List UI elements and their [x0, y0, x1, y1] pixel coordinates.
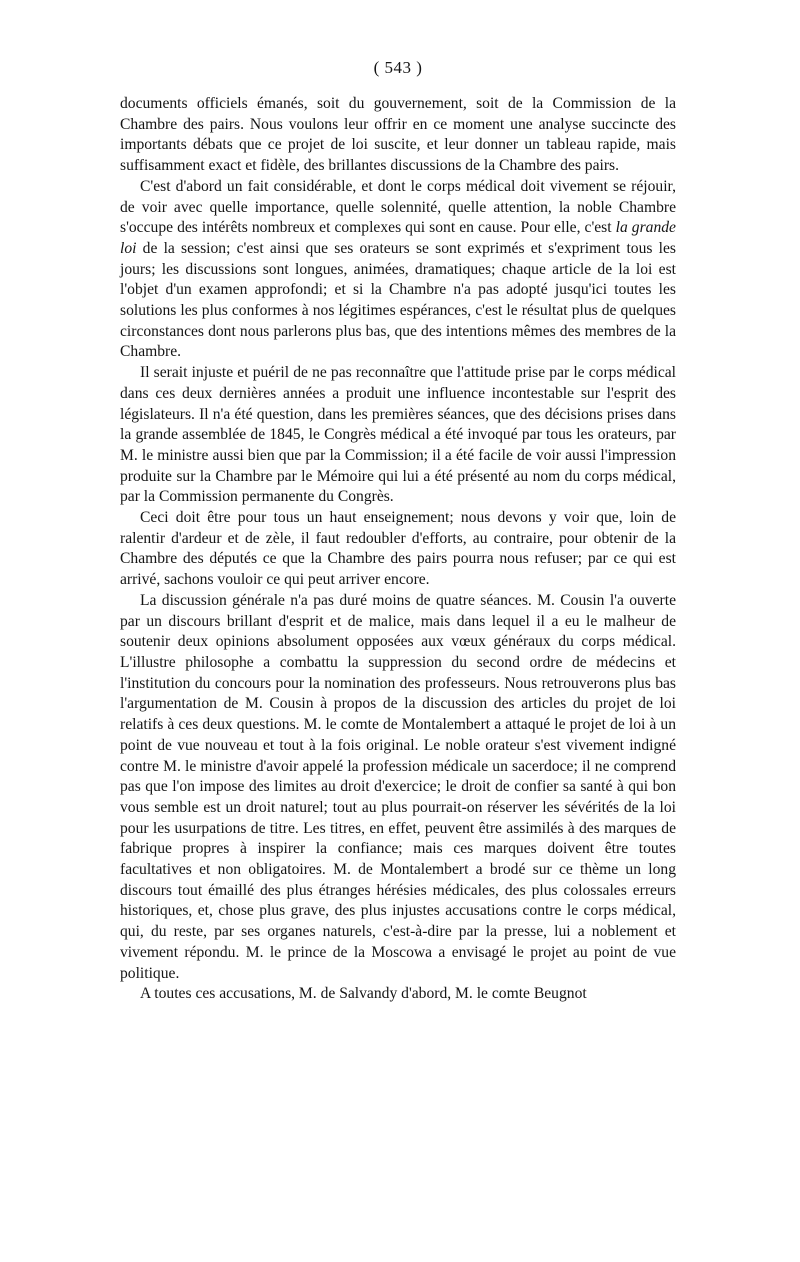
paragraph-text: documents officiels émanés, soit du gouvernement, soit de la Commission de la Chambre des pairs. Nous voulons leur offrir en ce moment une analyse succincte des importants débats que ce projet de loi suscite, et leur donner un tableau rapide, mais suffisamment exact et fidèle, des brillantes discussions de la Chambre des pairs. — [120, 95, 676, 175]
paragraph-text: La discussion générale n'a pas duré moins de quatre séances. M. Cousin l'a ouverte par un discours brillant d'esprit et de malice, mais dans lequel il a eu le malheur de soutenir deux opinions absolument opposées aux vœux généraux du corps médical. L'illustre philosophe a combattu la suppression du second ordre de médecins et l'institution du concours pour la nomination des professeurs. Nous retrouverons plus bas l'argumentation de M. Cousin à propos de la discussion des articles du projet de loi relatifs à ces deux questions. M. le comte de Montalembert a attaqué le projet de loi à un point de vue nouveau et tout à la fois original. Le noble orateur s'est vivement indigné contre M. le ministre d'avoir appelé la profession médicale un sacerdoce; il ne comprend pas que l'on impose des limites au droit d'exercice; le droit de confier sa santé à qui bon vous semble est un droit naturel; tout au plus pourrait-on réserver les sévérités de la loi pour les usurpations de titre. Les titres, en effet, peuvent être assimilés à des marques de fabrique propres à inspirer la confiance; mais ces marques doivent être toutes facultatives et non obligatoires. M. de Montalembert a brodé sur ce thème un long discours tout émaillé des plus étranges hérésies médicales, des plus colossales erreurs historiques, et, chose plus grave, des plus injustes accusations contre le corps médical, qui, du reste, par ses organes naturels, c'est-à-dire par la presse, lui a noblement et vivement répondu. M. le prince de la Moscowa a envisagé le projet au point de vue politique. — [120, 591, 676, 982]
paragraph-text: de la session; c'est ainsi que ses orateurs se sont exprimés et s'expriment tous les jours; les discussions sont longues, animées, dramatiques; chaque article de la loi est l'objet d'un examen approfondi; et si la Chambre n'a pas adopté jusqu'ici toutes les solutions les plus conformes à nos légitimes espérances, c'est le résultat plus de quelques circonstances dont nous parlerons plus bas, que des intentions mêmes des membres de la Chambre. — [120, 239, 676, 361]
page-number: ( 543 ) — [373, 58, 423, 77]
paragraph-text: A toutes ces accusations, M. de Salvandy d'abord, M. le comte Beugnot — [140, 985, 587, 1003]
paragraph-text: C'est d'abord un fait considérable, et dont le corps médical doit vivement se réjouir, de voir avec quelle importance, quelle solennité, quelle attention, la noble Chambre s'occupe des intérêts nombreux et complexes qui sont en cause. Pour elle, c'est — [120, 177, 676, 237]
paragraph — [120, 591, 676, 984]
paragraph-continued — [120, 94, 676, 177]
paragraph-text: Il serait injuste et puéril de ne pas reconnaître que l'attitude prise par le corps médical dans ces deux dernières années a produit une influence incontestable sur l'esprit des législateurs. Il n'a été question, dans les premières séances, que des décisions prises dans la grande assemblée de 1845, le Congrès médical a été invoqué par tous les orateurs, par M. le ministre aussi bien que par la Commission; il a été facile de voir aussi l'impression produite sur la Chambre par le Mémoire qui lui a été présenté au nom du corps médical, par la Commission permanente du Congrès. — [120, 364, 676, 506]
italic-phrase: la grande loi — [120, 219, 676, 257]
book-page — [120, 56, 676, 1005]
paragraph-text: Ceci doit être pour tous un haut enseignement; nous devons y voir que, loin de ralentir d'ardeur et de zèle, il faut redoubler d'efforts, au contraire, pour obtenir de la Chambre des députés ce que la Chambre des pairs pourra nous refuser; par ce qui est arrivé, sachons vouloir ce qui peut arriver encore. — [120, 509, 676, 589]
paragraph — [120, 508, 676, 591]
paragraph — [120, 363, 676, 508]
paragraph — [120, 177, 676, 363]
paragraph-truncated — [120, 984, 676, 1005]
